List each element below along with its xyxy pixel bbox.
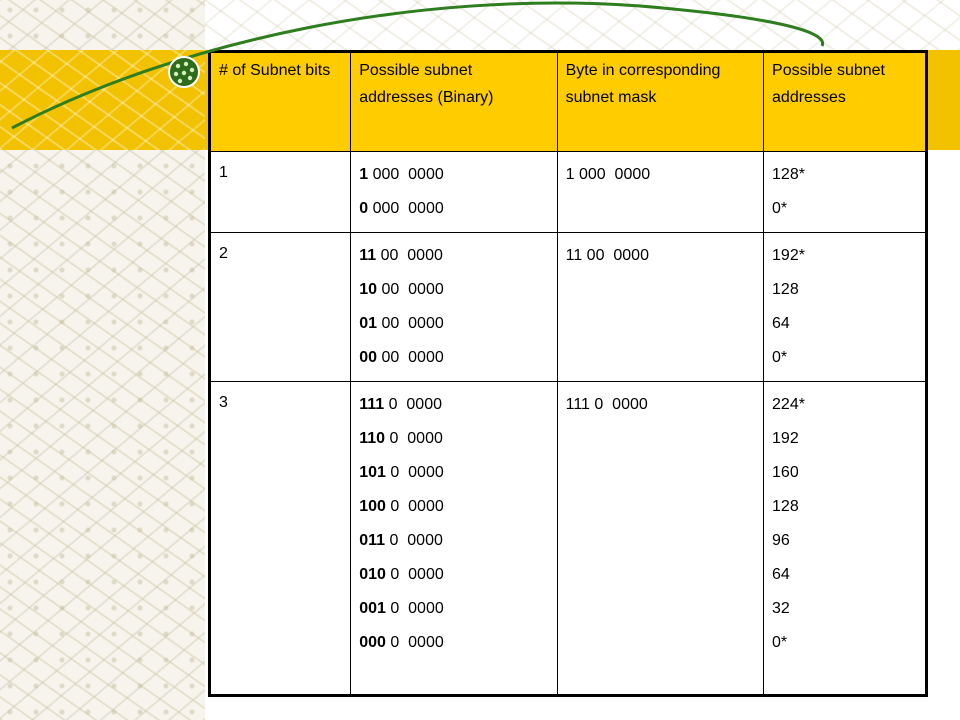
cell-binary-addresses — [351, 382, 557, 696]
address-value: 64 — [772, 566, 790, 583]
binary-address-line — [359, 192, 548, 226]
binary-address-line — [359, 524, 548, 558]
binary-address-line — [359, 388, 548, 422]
subnet-bits-prefix: 11 — [359, 247, 377, 264]
host-bits: 00 0000 — [377, 349, 444, 366]
host-bits: 000 0000 — [368, 200, 444, 217]
cell-possible-addresses — [764, 152, 927, 233]
subnet-bits-prefix: 001 — [359, 600, 386, 617]
subnet-bits-prefix: 110 — [359, 430, 386, 447]
subnet-table — [208, 50, 928, 697]
address-value: 224* — [772, 396, 805, 413]
cell-possible-addresses — [764, 382, 927, 696]
binary-address-line — [359, 490, 548, 524]
cell-mask-byte — [557, 382, 763, 696]
cell-subnet-bits: 1 — [210, 152, 351, 233]
address-value: 128* — [772, 166, 805, 183]
host-bits: 00 0000 — [376, 247, 443, 264]
cell-binary-addresses — [351, 233, 557, 382]
address-value: 160 — [772, 464, 799, 481]
cell-subnet-bits: 2 — [210, 233, 351, 382]
address-value: 0* — [772, 200, 788, 217]
subnet-bits-prefix: 01 — [359, 315, 378, 332]
table-header-row — [210, 52, 927, 152]
binary-address-line — [359, 307, 548, 341]
address-value: 192 — [772, 430, 799, 447]
header-possible-addresses: Possible subnet addresses — [764, 52, 927, 152]
host-bits: 0 0000 — [385, 498, 444, 515]
cell-mask-byte — [557, 233, 763, 382]
table-row — [210, 152, 927, 233]
subnet-bits-prefix: 111 — [359, 396, 385, 413]
subnet-bits-prefix: 1 — [359, 166, 369, 183]
binary-address-line — [359, 273, 548, 307]
subnet-bits-prefix: 00 — [359, 349, 378, 366]
address-value: 0* — [772, 634, 788, 651]
subnet-bits-prefix: 101 — [359, 464, 386, 481]
cell-possible-addresses — [764, 233, 927, 382]
binary-address-line — [359, 592, 548, 626]
host-bits: 0 0000 — [385, 430, 443, 447]
binary-address-line — [359, 341, 548, 375]
host-bits: 0 0000 — [384, 396, 442, 413]
mask-byte-value: 1 000 0000 — [565, 166, 651, 183]
binary-address-line — [359, 626, 548, 660]
background-top-strip — [205, 0, 960, 50]
binary-address-line — [359, 558, 548, 592]
cell-mask-byte — [557, 152, 763, 233]
subnet-bits-prefix: 10 — [359, 281, 378, 298]
address-value: 128 — [772, 281, 799, 298]
subnet-bits-prefix: 0 — [359, 200, 369, 217]
address-value: 192* — [772, 247, 805, 264]
subnet-bits-prefix: 010 — [359, 566, 386, 583]
header-binary-addresses: Possible subnet addresses (Binary) — [351, 52, 557, 152]
address-value: 128 — [772, 498, 799, 515]
host-bits: 00 0000 — [377, 315, 444, 332]
address-value: 96 — [772, 532, 790, 549]
address-value: 64 — [772, 315, 790, 332]
mask-byte-value: 11 00 0000 — [565, 247, 649, 264]
cell-subnet-bits: 3 — [210, 382, 351, 696]
binary-address-line — [359, 239, 548, 273]
binary-address-line — [359, 422, 548, 456]
header-mask-byte: Byte in corresponding subnet mask — [557, 52, 763, 152]
binary-address-line — [359, 158, 548, 192]
address-value: 32 — [772, 600, 790, 617]
cell-binary-addresses — [351, 152, 557, 233]
host-bits: 0 0000 — [385, 532, 443, 549]
host-bits: 0 0000 — [385, 600, 444, 617]
subnet-bits-prefix: 000 — [359, 634, 386, 651]
host-bits: 0 0000 — [385, 566, 444, 583]
gold-band-pattern — [0, 50, 205, 150]
header-subnet-bits: # of Subnet bits — [210, 52, 351, 152]
host-bits: 0 0000 — [385, 634, 444, 651]
subnet-bits-prefix: 100 — [359, 498, 386, 515]
address-value: 0* — [772, 349, 788, 366]
host-bits: 0 0000 — [385, 464, 444, 481]
table-row — [210, 382, 927, 696]
host-bits: 00 0000 — [377, 281, 444, 298]
table-row — [210, 233, 927, 382]
subnet-bits-prefix: 011 — [359, 532, 386, 549]
host-bits: 000 0000 — [368, 166, 444, 183]
binary-address-line — [359, 456, 548, 490]
mask-byte-value: 111 0 0000 — [565, 396, 648, 413]
